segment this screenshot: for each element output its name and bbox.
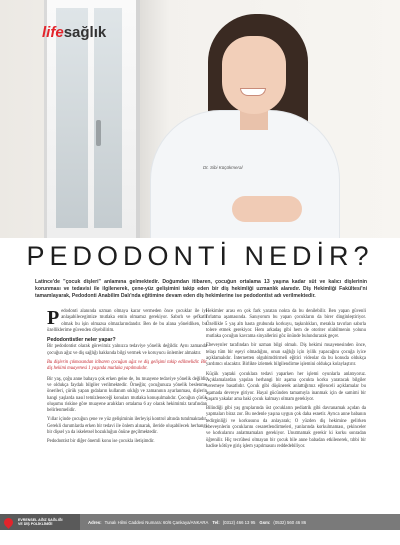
article-column-left — [47, 309, 207, 449]
location-pin-icon — [2, 516, 15, 529]
article-title: PEDODONTİ NEDİR? — [26, 241, 374, 271]
drop-cap: P — [47, 307, 60, 329]
footer-org-name — [18, 518, 63, 526]
window-glass — [94, 8, 122, 228]
pull-quote: Bu dişlerin çıkmasından itibaren çocuğun ağız ve diş gelişimi takip edilmelidir. Bir diş hekimi muayenesi 1 yaşında mutlaka yapılmalıdır. — [47, 360, 207, 372]
paragraph: Ebeveynler tarafından bir uzman bilgi olmalı. Diş hekimi muayenesinden önce, telaşı tüm bir eşeyi olmadığını, onun sağlığı için iyilik yapacağını çocuğa iyice açıklamalıdır. İnternetten olgubimdrirmeli eğitici videolar da bu konuda oldukça yardımcı olacaktır. Birlikte izlemek bilgilendirme işlemini oldukça kolaylaştırır. — [206, 343, 366, 368]
dentist-hands — [232, 196, 302, 222]
tel-number: (0312) 466 13 95 — [222, 519, 256, 525]
footer-contact — [80, 514, 400, 530]
magazine-logo — [42, 24, 106, 41]
window-handle — [96, 120, 101, 146]
address-text: Tunalı Hilmi Caddesi Numara: 60/6 Çankaya/ANKARA — [104, 519, 209, 525]
footer-bar — [0, 514, 400, 530]
footer-org-line: VE DİŞ POLİKLİNİĞİ — [18, 522, 53, 526]
section-heading: Pedodontistler neler yapar? — [47, 337, 116, 344]
paragraph — [47, 309, 207, 334]
address-label: Adres: — [88, 519, 102, 525]
paragraph: Yıllar içinde çocuğun çene ve yüz gelişiminin ilerleyişi kontrol altında tutulmaktadır. Gerekli durumlarda erken bir tedavi ile önlem alınarak, ileride oluşabilecek herhangi bir dişsel ya da iskeletsel bozukluğun önüne geçilmektedir. — [47, 417, 207, 436]
dentist-smile — [240, 88, 266, 96]
logo-life: life — [42, 24, 64, 41]
footer-org-line: EVRENSEL AĞIZ SAĞLIĞI — [18, 517, 63, 522]
paragraph: Bir yaş, çoğu anne babaya çok erken gelse de, bu muayene tedaviye yönelik değildir ve oldukça faydalı bilgiler verilmektedir. Örneğin; çocuğunuza yönelik beslenme önerileri, çürük yapan gıdaların kullanım sıklığı ve zamanının ayarlanması, dişlerin hangi yaşlarda nasıl temizleneceği konuları mutlaka konuşulmalıdır. Çocuğun çürük oluşumu riskine göre muayene aralıkları ortalama 6 ay olarak hekimimiz tarafından belirlenmelidir. — [47, 376, 207, 414]
coat-name-tag: Dt. Sibi Küçükmeral — [203, 165, 243, 170]
hero-photo — [0, 0, 400, 238]
gsm-label: Gsm: — [259, 519, 271, 525]
article-column-right — [206, 309, 366, 453]
paragraph-text: edodonti alanında uzman olmaya karar vermeden önce çocuklar ile iyi anlaşabilecegimize mutlaka emin olmamız gerekiyor. Sabırlı ve şefkatli olmak bu işin olmazsa olmazlarındandır. Ben de bu alana yöneldiken, bu özelliklerime güvenden diyebilirim. — [47, 309, 207, 333]
dentist-face — [222, 36, 286, 114]
paragraph: Pedodontist bir diğer önemli konu ise çocukla iletişimdir. — [47, 439, 155, 445]
paragraph: Bilindiği gibi yaş gruplarında üst çocukların pediatrik gibi davranamak açıdan da yapmaları biraz zor. Bu nedenle yaşına uygun çok daha esnetir. Ayrıca anne babanın tedirginliği ve korkusunu da anlayarak; O yüzden diş hekimine gelirken ebeveynlerin çocuklarını cesaretlendirmeleri, yanlarında korkulmaması, çekinceler ve korkularını anlatmamaları gerekiyor. Unutmamak gerekir ki korku sonradan öğrenilir. Hiç tecrübesi olmayan bir çocuk bile anne babadan etkilenerek, tıbbi bir hadise kötüye giriş işlem yapılmasını reddedebiliyor. — [206, 406, 366, 449]
gsm-number: (0532) 560 46 86 — [273, 519, 307, 525]
tel-label: Tel: — [212, 519, 220, 525]
article-intro: Latince'de "çocuk dişleri" anlamına gelmektedir. Doğumdan itibaren, çocuğun ortalama 13 yaşına kadar süt ve kalıcı dişlerinin korunması ve tedavisi ile ilgilenerek, çene-yüz gelişimini takip eden bir diş hekimliği uzmanlık alanıdır. Diş Hekimliği Fakültesi'ni tamamlayarak, Pedodonti Anabilim Dalı'nda eğitimine devam eden diş hekimlerine ise pedodontist adı verilmektedir. — [35, 279, 367, 300]
paragraph: Hekimler arası en çok fark yaratan nokta da bu denilebilir. Ben yapan güvenli fırlatma aşamasında. Sanıyorum bu yapan çocukların da birer dinginleştiriyor. Özellikle 5 yaş altı hasta grubunda korkuyu, taşkınlıkları, merakla tavırları sabırla tolere etmek gerekiyor. Hem arkadaş gibi hem de otoriter olabilmenin yolunu mutlaka çocuğun kavrama sinyallerini göz önünde bulundurarak geçer. — [206, 309, 366, 340]
footer-org-block — [0, 514, 80, 530]
logo-saglik: sağlık — [63, 24, 107, 41]
paragraph: Bir pedodontist olarak görevimiz yalnızca tedaviye yönelik değildir. Aynı zamanda çocuğun ağız ve diş sağlığı hakkında bilgi vermek ve koruyucu önlemler almaktır. — [47, 344, 207, 356]
window-glass — [56, 8, 88, 228]
paragraph: Küçük yaştaki çocuklara tedavi yaparken her işlemi oyunlarla anlatıyoruz. Açıklamalardan yapılan herhangi bir aşama çocukta korku yaratacak bilgiler veremeye basatlıdır. Çocuk gibi düşünerek anlattığımız eğlenceli açıklamalar bu aşamada devreye giriyor. Hayal gücünden tamamıyla inanmak için de samimi bir yaşam yakalar ama baki çocuk kalmayı olmam gerekiyor. — [206, 371, 366, 402]
